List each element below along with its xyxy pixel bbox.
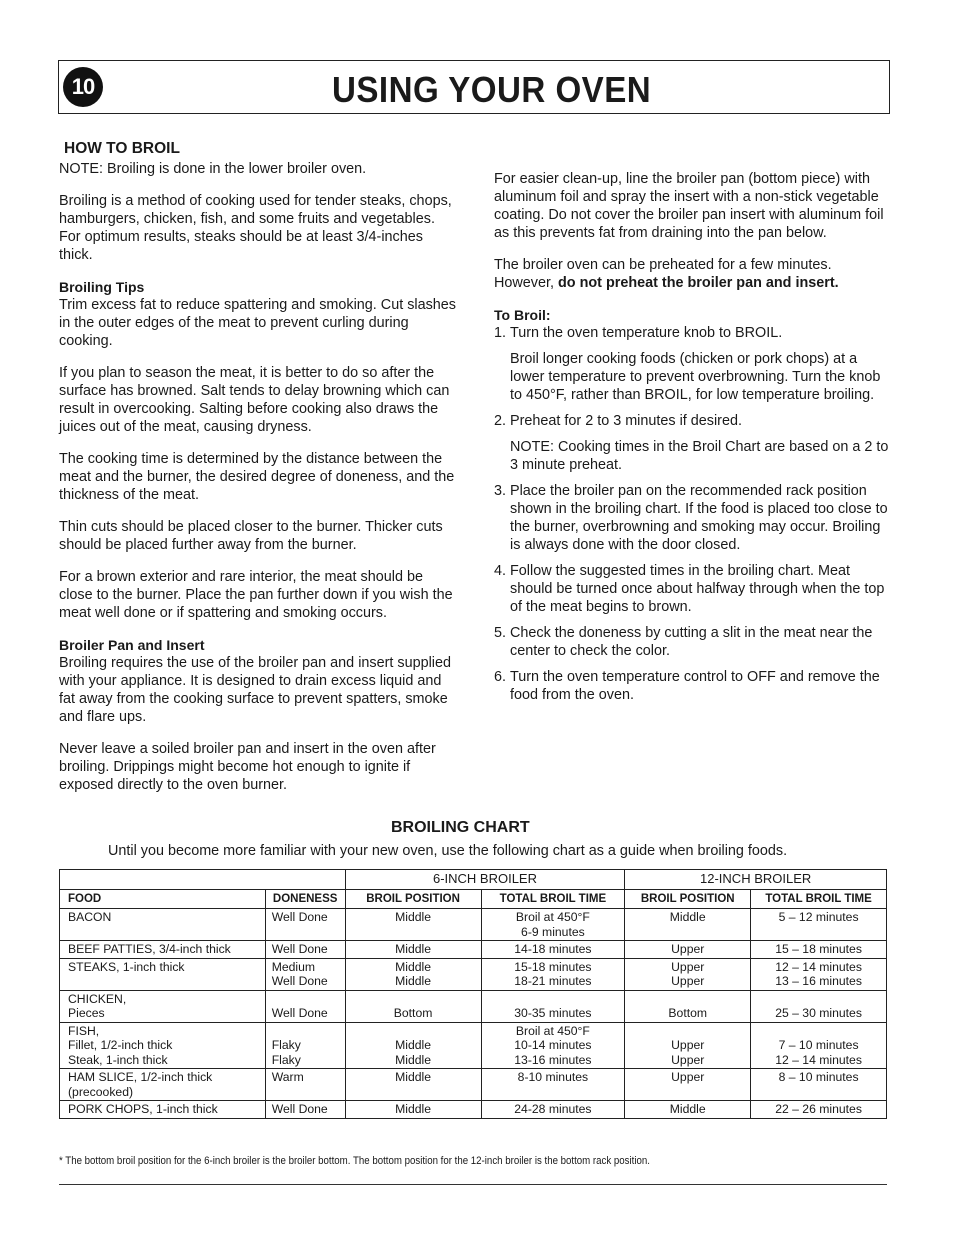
cell-line: 5 – 12 minutes <box>778 910 859 924</box>
cell-line <box>352 1024 475 1039</box>
cell-line: Middle <box>669 910 706 924</box>
cell-line <box>272 992 339 1007</box>
broil-position-6-cell <box>345 1022 481 1069</box>
cleanup-paragraph: For easier clean-up, line the broiler pan (bottom piece) with aluminum foil and spray the insert with a non-stick vegetable coating. Do not cover the broiler pan insert with aluminum foil as this prevents fat from draining into the pan below. <box>494 171 884 241</box>
total-time-6-cell <box>481 1101 625 1119</box>
cell-line: Well Done <box>271 1006 328 1020</box>
cell-line: 15-18 minutes <box>514 959 592 974</box>
total-time-6-cell <box>481 941 625 959</box>
table-row <box>60 909 887 941</box>
preheat-warning: do not preheat the broiler pan and insert. <box>558 275 839 291</box>
broiling-chart-intro: Until you become more familiar with your new oven, use the following chart as a guide when broiling foods. <box>108 843 788 859</box>
to-broil-heading: To Broil: <box>494 307 551 323</box>
broil-position-12-cell <box>625 990 751 1022</box>
broil-position-12-cell <box>625 1022 751 1069</box>
doneness-cell <box>265 941 345 959</box>
broil-position-6-cell <box>345 990 481 1022</box>
cell-line <box>272 1024 339 1039</box>
cell-line: 10-14 minutes <box>514 1038 592 1052</box>
column-header-food: FOOD <box>60 889 266 909</box>
page-header <box>58 60 890 114</box>
tip-paragraph: If you plan to season the meat, it is better to do so after the surface has browned. Salt tends to delay browning which can result in overcooking. Salting before cooking also draws the juices out of the meat, causing dryness. <box>59 365 450 435</box>
food-cell <box>60 958 266 990</box>
cell-line: Bottom <box>668 1006 708 1020</box>
column-header-broil-position-6: BROIL POSITION <box>345 889 481 909</box>
cell-line: Pieces <box>68 1006 105 1020</box>
broil-position-6-cell <box>345 1069 481 1101</box>
step-number: 4. <box>494 563 507 579</box>
step-number: 6. <box>494 669 507 685</box>
cell-line: Middle <box>669 1102 706 1116</box>
total-time-12-cell <box>751 1101 887 1119</box>
cell-line: 6-9 minutes <box>521 924 585 939</box>
step-text: Turn the oven temperature knob to BROIL. <box>510 325 783 341</box>
cell-line: Middle <box>395 1038 432 1052</box>
cell-line: Steak, 1-inch thick <box>68 1052 168 1067</box>
preheat-text: The broiler oven can be preheated for a few minutes. However, <box>494 257 832 291</box>
broil-position-6-cell <box>345 1101 481 1119</box>
bottom-divider <box>59 1184 887 1185</box>
broil-step <box>494 324 894 404</box>
doneness-cell <box>265 990 345 1022</box>
broiling-chart-body <box>60 909 887 1119</box>
broiling-tips-heading: Broiling Tips <box>59 279 145 295</box>
column-header-broil-position-12: BROIL POSITION <box>625 889 751 909</box>
step-text: Follow the suggested times in the broiling chart. Meat should be turned once about halfway through when the top of the meat begins to brown. <box>510 563 885 615</box>
total-time-6-cell <box>481 958 625 990</box>
food-cell <box>60 941 266 959</box>
cell-line: Broil at 450°F <box>515 1023 590 1038</box>
broil-steps-list <box>494 324 894 704</box>
cell-line: Bottom <box>393 1006 433 1020</box>
total-time-12-cell <box>751 1022 887 1069</box>
cell-line: Middle <box>395 910 432 924</box>
broil-position-12-cell <box>625 958 751 990</box>
cell-line: Well Done <box>271 974 328 988</box>
table-row <box>60 1069 887 1101</box>
cell-line: Well Done <box>271 942 328 956</box>
cell-line: Upper <box>671 959 705 974</box>
tip-paragraph: Trim excess fat to reduce spattering and smoking. Cut slashes in the outer edges of the meat to prevent curling during cooking. <box>59 297 456 349</box>
cell-line: Upper <box>671 1052 705 1067</box>
cell-line: 13 – 16 minutes <box>775 974 862 988</box>
cell-line: PORK CHOPS, 1-inch thick <box>68 1102 218 1116</box>
cell-line: 13-16 minutes <box>514 1052 592 1067</box>
cell-line: 12 – 14 minutes <box>775 1052 862 1067</box>
preheat-paragraph <box>494 256 894 292</box>
food-cell <box>60 1022 266 1069</box>
cell-line: 24-28 minutes <box>514 1102 592 1116</box>
group-header-6-inch: 6-INCH BROILER <box>345 870 625 890</box>
total-time-6-cell <box>481 1069 625 1101</box>
step-number: 2. <box>494 413 507 429</box>
doneness-cell <box>265 1022 345 1069</box>
cell-line: STEAKS, 1-inch thick <box>68 959 185 974</box>
cell-line <box>352 992 475 1007</box>
cell-line: 22 – 26 minutes <box>775 1102 862 1116</box>
broil-step <box>494 412 894 474</box>
cell-line <box>488 992 619 1007</box>
broil-step <box>494 562 894 616</box>
pan-paragraph: Broiling requires the use of the broiler pan and insert supplied with your appliance. It is designed to drain excess liquid and fat away from the cooking surface to prevent spatters, smoke and flare ups. <box>59 655 451 725</box>
cell-line <box>631 992 744 1007</box>
cell-line: 7 – 10 minutes <box>778 1038 859 1052</box>
broil-position-12-cell <box>625 909 751 941</box>
total-time-12-cell <box>751 909 887 941</box>
cell-line: (precooked) <box>68 1084 134 1099</box>
broil-position-12-cell <box>625 1069 751 1101</box>
table-row <box>60 958 887 990</box>
cell-line: 30-35 minutes <box>514 1006 592 1020</box>
cell-line: Middle <box>395 1102 432 1116</box>
lower-oven-note: NOTE: Broiling is done in the lower broiler oven. <box>59 161 367 177</box>
broil-step <box>494 668 894 704</box>
cell-line: Upper <box>671 1070 705 1084</box>
tip-paragraph: The cooking time is determined by the distance between the meat and the burner, the desired degree of doneness, and the thickness of the meat. <box>59 451 455 503</box>
column-header-total-time-12: TOTAL BROIL TIME <box>751 889 887 909</box>
tip-paragraph: Thin cuts should be placed closer to the burner. Thicker cuts should be placed further away from the burner. <box>59 519 443 553</box>
total-time-12-cell <box>751 990 887 1022</box>
cell-line: 8-10 minutes <box>517 1070 589 1084</box>
step-number: 3. <box>494 483 507 499</box>
section-heading-how-to-broil: HOW TO BROIL <box>64 140 180 157</box>
cell-line <box>757 992 880 1007</box>
cell-line: CHICKEN, <box>68 991 127 1006</box>
food-cell <box>60 1101 266 1119</box>
broil-step <box>494 624 894 660</box>
table-row <box>60 990 887 1022</box>
cell-line: Middle <box>395 959 432 974</box>
cell-line: BEEF PATTIES, 3/4-inch thick <box>68 942 231 956</box>
food-cell <box>60 990 266 1022</box>
step-text: Preheat for 2 to 3 minutes if desired. <box>510 413 742 429</box>
cell-line: Warm <box>271 1070 304 1084</box>
broil-position-6-cell <box>345 941 481 959</box>
column-header-total-time-6: TOTAL BROIL TIME <box>481 889 625 909</box>
cell-line: 14-18 minutes <box>514 942 592 956</box>
total-time-12-cell <box>751 1069 887 1101</box>
page-number-badge: 10 <box>63 67 103 107</box>
cell-line: Middle <box>395 974 432 988</box>
cell-line: Fillet, 1/2-inch thick <box>68 1038 173 1052</box>
cell-line: 18-21 minutes <box>514 974 592 988</box>
food-cell <box>60 1069 266 1101</box>
step-text: Check the doneness by cutting a slit in the meat near the center to check the color. <box>510 625 873 659</box>
table-row <box>60 1101 887 1119</box>
broiler-pan-heading: Broiler Pan and Insert <box>59 637 205 653</box>
column-header-doneness: DONENESS <box>265 889 345 909</box>
left-column <box>59 140 459 808</box>
broil-step <box>494 482 894 554</box>
cell-line: Upper <box>671 974 705 988</box>
broiling-intro: Broiling is a method of cooking used for tender steaks, chops, hamburgers, chicken, fish, and some fruits and vegetables. For optimum results, steaks should be at least 3/4-inches thick. <box>59 193 452 263</box>
cell-line: Middle <box>395 1052 432 1067</box>
cell-line: Medium <box>271 959 316 974</box>
cell-line: Upper <box>671 942 705 956</box>
blank-header-cell <box>60 870 346 890</box>
cell-line: BACON <box>68 910 112 924</box>
doneness-cell <box>265 958 345 990</box>
step-note: NOTE: Cooking times in the Broil Chart are based on a 2 to 3 minute preheat. <box>510 439 889 473</box>
cell-line: Broil at 450°F <box>515 910 590 924</box>
total-time-6-cell <box>481 1022 625 1069</box>
broil-position-12-cell <box>625 1101 751 1119</box>
doneness-cell <box>265 1101 345 1119</box>
cell-line: 8 – 10 minutes <box>778 1070 859 1084</box>
doneness-cell <box>265 909 345 941</box>
cell-line: Upper <box>671 1038 705 1052</box>
table-row <box>60 1022 887 1069</box>
step-note: Broil longer cooking foods (chicken or pork chops) at a lower temperature to prevent overbrowning. Turn the knob to 450°F, rather than BROIL, for low temperature broiling. <box>510 351 881 403</box>
cell-line: FISH, <box>68 1023 100 1038</box>
cell-line: Well Done <box>271 1102 328 1116</box>
table-column-header-row <box>60 889 887 909</box>
total-time-12-cell <box>751 958 887 990</box>
broiling-chart-table <box>59 869 887 1119</box>
right-column <box>494 170 894 712</box>
cell-line: HAM SLICE, 1/2-inch thick <box>68 1070 213 1084</box>
cell-line: Well Done <box>271 910 328 924</box>
cell-line <box>631 1024 744 1039</box>
broil-position-12-cell <box>625 941 751 959</box>
cell-line: Middle <box>395 1070 432 1084</box>
cell-line: Middle <box>395 942 432 956</box>
pan-paragraph: Never leave a soiled broiler pan and insert in the oven after broiling. Drippings might become hot enough to ignite if exposed directly to the oven burner. <box>59 741 436 793</box>
broil-position-6-cell <box>345 909 481 941</box>
step-text: Place the broiler pan on the recommended rack position shown in the broiling chart. If the food is placed too close to the burner, overbrowning and smoking may occur. Broiling is always done with the door closed. <box>510 483 888 553</box>
step-number: 5. <box>494 625 507 641</box>
table-group-header-row <box>60 870 887 890</box>
cell-line: Flaky <box>271 1038 301 1052</box>
cell-line: 15 – 18 minutes <box>775 942 862 956</box>
total-time-12-cell <box>751 941 887 959</box>
step-text: Turn the oven temperature control to OFF and remove the food from the oven. <box>510 669 880 703</box>
total-time-6-cell <box>481 909 625 941</box>
broiling-chart-title: BROILING CHART <box>391 819 530 836</box>
cell-line: Flaky <box>271 1052 301 1067</box>
broil-position-6-cell <box>345 958 481 990</box>
tip-paragraph: For a brown exterior and rare interior, the meat should be close to the burner. Place the pan further down if you wish the meat well done or if spattering and smoking occurs. <box>59 569 453 621</box>
table-row <box>60 941 887 959</box>
cell-line: 25 – 30 minutes <box>775 1006 862 1020</box>
chart-footnote: * The bottom broil position for the 6-inch broiler is the broiler bottom. The bottom position for the 12-inch broiler is the bottom rack position. <box>59 1155 650 1167</box>
step-number: 1. <box>494 325 507 341</box>
food-cell <box>60 909 266 941</box>
group-header-12-inch: 12-INCH BROILER <box>625 870 887 890</box>
doneness-cell <box>265 1069 345 1101</box>
cell-line <box>757 1024 880 1039</box>
total-time-6-cell <box>481 990 625 1022</box>
cell-line: 12 – 14 minutes <box>775 959 862 974</box>
page-title: USING YOUR OVEN <box>332 69 652 110</box>
